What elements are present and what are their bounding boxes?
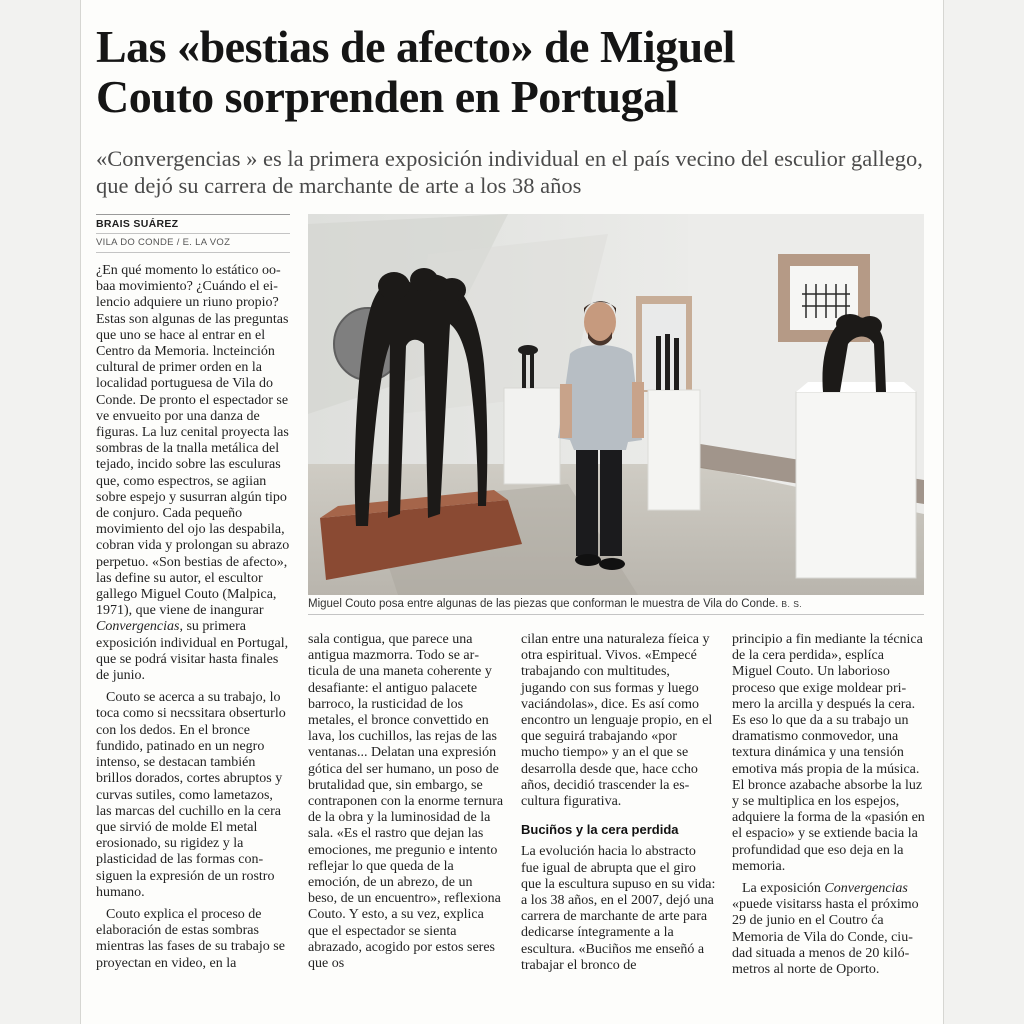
subtitle: «Convergencias » es la primera exposición individual en el país vecino del esculior gallego, que dejó su carrera de marchante de arte a los 38 años: [96, 146, 923, 198]
headline-line-1: Las «bestias de afecto» de Miguel: [96, 21, 735, 72]
text-column-2: [308, 632, 505, 978]
plinth: [796, 392, 916, 578]
text-column-3: [521, 632, 717, 980]
plinth: [504, 388, 560, 484]
headline-line-2: Couto sorprenden en Portugal: [96, 71, 678, 122]
small-sculpture: [656, 334, 679, 390]
gallery-photo-illustration: [308, 214, 924, 595]
dateline: VILA DO CONDE / E. LA VOZ: [96, 237, 231, 248]
caption-text: Miguel Couto posa entre algunas de las piezas que conforman le muestra de Vila do Conde.: [308, 598, 779, 610]
text-column-4: [732, 632, 926, 984]
photo-credit: B. S.: [781, 599, 803, 609]
article-photo: [308, 214, 924, 595]
paragraph: La evolución hacia lo abstracto fue igual de abrupta que el giro que la escultura supuso en su vida: a los 38 años, en el 2007, dejó una carrera de marchante de arte para dedicarse íntegramente a la escultura. «Buciños me enseñó a trabajar el bronco de: [521, 844, 716, 973]
paragraph: cilan entre una naturaleza fíeica y otra espiritual. Vivos. «Empecé trabajando con multitudes, jugando con sus formas y luego vaciándolas», dice. Es así como encontro un lenguaje propio, en el que seguirá trabajando «por mucho tiempo» y an el que se desarrolla desde que, hace ccho años, decidió trascender la escultura figurativa.: [521, 632, 713, 810]
photo-caption: [308, 597, 924, 615]
plinth: [648, 390, 700, 510]
paragraph: principio a fin mediante la técnica de la cera perdida», esplíca Miguel Couto. Un laborioso proceso que exige moldear primero la arcilla y después la cera. Es eso lo que da a su trabajo un dramatismo conmovedor, una textura dinámica y una tensión emotiva más propia de la música. El bronce azabache absorbe la luz y se multiplica en los espejos, adquiere la forma de la «pasión en el espacio» y se extiende bacia la profundidad que eso deja en la memoria.: [732, 632, 925, 874]
paragraph: sala contigua, que parece una antigua mazmorra. Todo se articula de una maneta coherente y desafiante: el antiguo palacete barroco, la rusticidad de los metales, el bronce convettido en lava, los cuchillos, las rejas de las ventanas... Delatan una expresión gótica del ser humano, un poso de brutalidad que, sin embargo, se contraponen con la enorme ternura de la obra y la luminosidad de la sala. «Es el rastro que dejan las emociones, me pregunio e intento reflejar lo que queda de la emoción, de un abrezo, de un beso, de un encuentro», reflexiona Couto. Y esto, a su vez, explica que el espectador se sienta abrazado, acogido por estos seres que os: [308, 632, 504, 972]
paragraph: Couto explica el proceso de elaboración de estas sombras mientras las fases de su trabajo se proyectan en video, en la: [96, 906, 285, 971]
author-name: BRAIS SUÁREZ: [96, 217, 290, 234]
headline: [96, 22, 926, 122]
text-column-1: [96, 263, 291, 978]
section-subhead: Buciños y la cera perdida: [521, 822, 679, 838]
mirror: [642, 304, 686, 390]
paragraph: ¿En qué momento lo estático oobaa movimiento? ¿Cuándo el eilencio adquiere un riuno propio? Estas son algunas de las preguntas que uno se hace al entrar en el Centro da Memoria. lncteinción cultural de primer orden en la localidad portuguesa de Vila do Conde. De pronto el espectador se ve envueito por una danza de figuras. La luz cenital proyecta las sombras de la tnalla metálica del tejado, incido sobre las esculuras que, como espectros, se agiian sobre espejo y susurran algún tipo de conjuro. Cada pequeño movimiento del ojo las despabila, cobran vida y prolongan su abrazo perpetuo. «Son bestias de afecto», las define su autor, el escultor gallego Miguel Couto (Malpica, 1971), que viene de inangurar Convergencias, su primera exposición individual en Portugal, que se podrá visitar hasta finales de junio.: [96, 263, 290, 684]
byline: [96, 214, 290, 253]
paragraph: La exposición Convergencias «puede visitarss hasta el próximo 29 de junio en el Coutro ća Memoria de Vila do Conde, ciudad situada a menos de 20 kilómetros al norte de Oporto.: [732, 881, 919, 978]
paragraph: Couto se acerca a su trabajo, lo toca como si necssitara obserturlo con los dedos. En el bronce fundido, patinado en un negro intenso, se destacan también brillos dorados, cortes abruptos y curvas sutiles, como lametazos, las marcas del cuchillo en la cera que sirvió de molde El metal erosionado, su rigidez y la plasticidad de las formas consiguen la expresión de un rostro humano.: [96, 690, 286, 900]
plinth-top: [796, 382, 916, 392]
